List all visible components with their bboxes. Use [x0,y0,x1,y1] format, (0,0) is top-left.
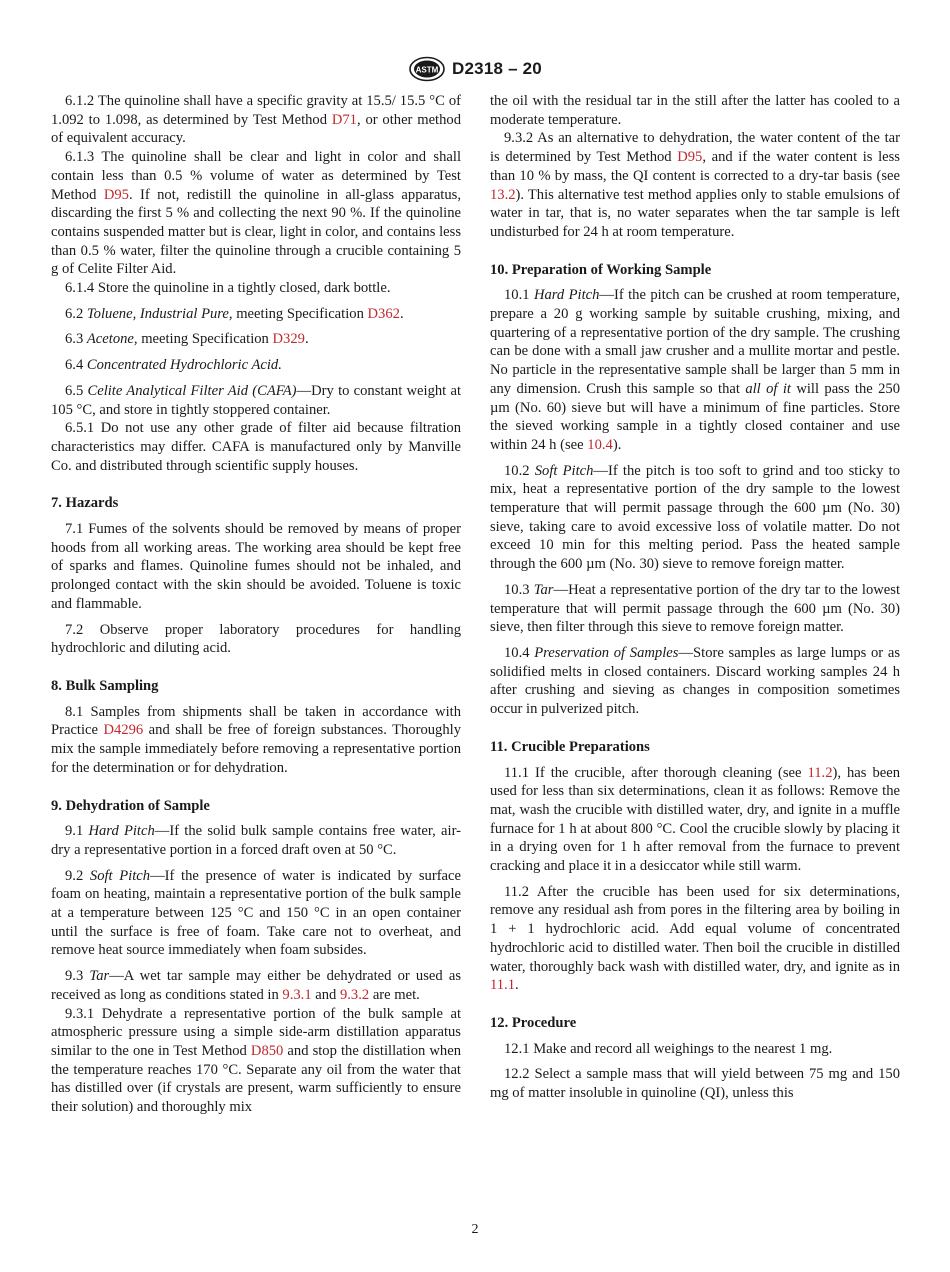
para-6-1-4: 6.1.4 Store the quinoline in a tightly closed, dark bottle. [65,280,391,297]
ref-d850-link[interactable]: D850 [250,1042,284,1059]
section-heading-procedure: 12. Procedure [490,1014,577,1031]
para-9-3-2: 9.3.2 As an alternative to dehydration, the water content of the tar is determined by Test Method D95, and if the water content is less than 10 % by mass, the QI content is corrected to a dry-tar basis (see 13.2). This alternative test method applies only to stable emulsions of water in tar, that is, no water separates when the tar sample is left undisturbed for 24 h at room temperature. [490,130,900,240]
section-heading-bulk-sampling: 8. Bulk Sampling [51,677,159,694]
para-11-2: 11.2 After the crucible has been used for six determinations, remove any residual ash from pores in the filtering area by boiling in 1 + 1 hydrochloric acid. Add equal volume of concentrated hydrochloric acid to distilled water. Then boil the crucible in distilled water, thoroughly back wash with distilled water, dry, and ignite as in 11.1. [490,883,900,994]
para-12-1: 12.1 Make and record all weighings to the nearest 1 mg. [504,1040,833,1057]
para-10-2: 10.2 Soft Pitch—If the pitch is too soft to grind and too sticky to mix, heat a representative portion of the dry sample to the lowest temperature that will permit passage through the 600 µm (No. 30) sieve, taking care to avoid excessive loss of volatile matter. Do not exceed 10 min for this melting period. Pass the heated sample through the 600 µm (No. 30) sieve to remove foreign matter. [490,462,900,573]
para-10-3: 10.3 Tar—Heat a representative portion of the dry tar to the lowest temperature that will permit passage through the 600 µm (No. 30) sieve, then filter through this sieve to remove foreign matter. [490,581,900,636]
para-7-1: 7.1 Fumes of the solvents should be removed by means of proper hoods from all working areas. The working area should be kept free of sparks and flames. Quinoline fumes should not be inhaled, and prolonged contact with the skin should be avoided. Toluene is toxic and flammable. [51,521,461,612]
section-heading-dehydration: 9. Dehydration of Sample [51,797,210,814]
standard-designation: D2318 – 20 [452,59,542,78]
ref-11-2-link[interactable]: 11.2 [807,764,833,781]
para-6-1-3: 6.1.3 The quinoline shall be clear and light in color and shall contain less than 0.5 % volume of water as determined by Test Method D95. If not, redistill the quinoline in all-glass apparatus, discarding the first 5 % and collecting the next 90 %. If the quinoline contains suspended matter but is clear, light in color, and contains less than 0.5 % water, filter the quinoline through a crucible containing 5 g of Celite Filter Aid. [51,149,461,278]
para-8-1: 8.1 Samples from shipments shall be taken in accordance with Practice D4296 and shall be free of foreign substances. Thoroughly mix the sample immediately before removing a representative portion for the determination or for dehydration. [51,703,461,776]
ref-d95-link[interactable]: D95 [103,186,129,203]
left-column [51,92,461,1117]
para-6-2: 6.2 Toluene, Industrial Pure, meeting Specification D362. [65,305,404,322]
para-6-4: 6.4 Concentrated Hydrochloric Acid. [65,357,282,374]
para-7-2: 7.2 Observe proper laboratory procedures for handling hydrochloric and diluting acid. [51,621,461,657]
para-9-3-1: 9.3.1 Dehydrate a representative portion of the bulk sample at atmospheric pressure using a simple side-arm distillation apparatus similar to the one in Test Method D850 and stop the distillation when the temperature reaches 170 °C. Separate any oil from the water that has distilled over (if crystals are present, warm sufficiently to ensure their solution) and thoroughly mix [51,1005,461,1116]
para-9-3: 9.3 Tar—A wet tar sample may either be dehydrated or used as received as long as conditions stated in 9.3.1 and 9.3.2 are met. [51,968,461,1003]
section-heading-working-sample: 10. Preparation of Working Sample [490,261,712,278]
para-6-1-2: 6.1.2 The quinoline shall have a specific gravity at 15.5/ 15.5 °C of 1.092 to 1.098, as determined by Test Method D71, or other method of equivalent accuracy. [51,93,461,147]
para-6-5: 6.5 Celite Analytical Filter Aid (CAFA)—Dry to constant weight at 105 °C, and store in tightly stoppered container. [51,382,462,418]
ref-9-3-2-link[interactable]: 9.3.2 [339,986,370,1003]
ref-13-2-link[interactable]: 13.2 [490,186,516,203]
ref-d4296-link[interactable]: D4296 [103,722,144,739]
para-9-3-1-continued: the oil with the residual tar in the still after the latter has cooled to a moderate temperature. [490,93,900,128]
ref-9-3-1-link[interactable]: 9.3.1 [282,986,312,1003]
ref-d95-link[interactable]: D95 [677,149,703,166]
ref-10-4-link[interactable]: 10.4 [587,436,613,453]
ref-d329-link[interactable]: D329 [272,331,305,348]
svg-text:ASTM: ASTM [415,65,439,75]
para-9-1: 9.1 Hard Pitch—If the solid bulk sample contains free water, air-dry a representative portion in a forced draft oven at 50 °C. [51,823,461,858]
para-9-2: 9.2 Soft Pitch—If the presence of water is indicated by surface foam on heating, maintain a representative portion of the bulk sample at a temperature between 125 °C and 150 °C in an open container until the surface is free of foam. Take care not to overheat, and remove heat source immediately when foam subsides. [51,867,461,959]
astm-logo-icon [408,56,446,82]
para-11-1: 11.1 If the crucible, after thorough cleaning (see 11.2), has been used for less than six determinations, clean it as follows: Remove the mat, wash the crucible with distilled water, dry, and ignite in a muffle furnace for 1 h at about 800 °C. Cool the crucible slowly by placing it in a drying oven for 1 h after removal from the furnace to prevent cracking and place it in a desiccator while still warm. [490,764,900,875]
right-column [490,92,900,1103]
section-heading-crucible: 11. Crucible Preparations [490,738,650,755]
para-12-2: 12.2 Select a sample mass that will yield between 75 mg and 150 mg of matter insoluble in quinoline (QI), unless this [490,1066,900,1102]
section-heading-hazards: 7. Hazards [51,495,119,512]
ref-d362-link[interactable]: D362 [367,305,400,322]
ref-11-1-link[interactable]: 11.1 [490,977,515,994]
ref-d71-link[interactable]: D71 [331,111,357,128]
para-6-5-1: 6.5.1 Do not use any other grade of filter aid because filtration characteristics may differ. CAFA is manufactured only by Manville Co. and distributed through scientific supply houses. [51,420,461,474]
page-number: 2 [471,1222,479,1237]
page-header [0,56,950,82]
para-6-3: 6.3 Acetone, meeting Specification D329. [65,331,309,348]
para-10-1: 10.1 Hard Pitch—If the pitch can be crushed at room temperature, prepare a 20 g working sample by suitable crushing, mixing, and quartering of a representative portion of the dry sample. The crushing can be done with a small jaw crusher and a mullite mortar and pestle. No particle in the representative sample shall be larger than 5 mm in any dimension. Crush this sample so that all of it will pass the 250 µm (No. 60) sieve but will have a minimum of fine particles. Store the sieved working sample in a tightly closed container and use within 24 h (see 10.4). [490,287,900,453]
para-10-4: 10.4 Preservation of Samples—Store samples as large lumps or as solidified melts in closed containers. Discard working samples 24 h after crushing and sieving as changes in composition sometimes occur in pulverized pitch. [490,644,901,718]
